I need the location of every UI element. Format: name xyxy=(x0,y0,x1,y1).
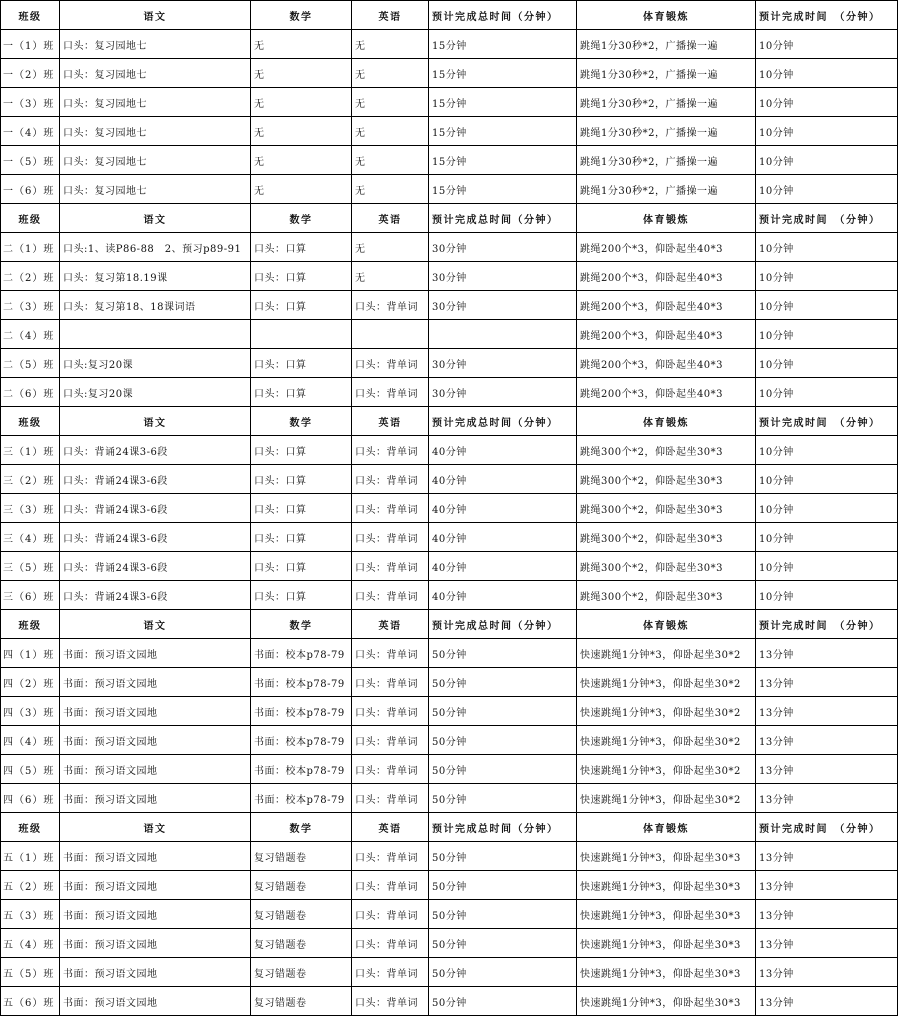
total-time-cell: 40分钟 xyxy=(429,552,577,581)
chinese-cell: 口头：背诵24课3-6段 xyxy=(60,581,251,610)
table-row xyxy=(1,175,898,204)
header-class: 班级 xyxy=(1,1,60,30)
table-row xyxy=(1,842,898,871)
total-time-cell: 30分钟 xyxy=(429,262,577,291)
class-name-cell: 一（1）班 xyxy=(1,30,60,59)
class-name-cell: 五（3）班 xyxy=(1,900,60,929)
total-time-cell: 30分钟 xyxy=(429,378,577,407)
exercise-time-cell: 13分钟 xyxy=(756,871,898,900)
exercise-cell: 跳绳200个*3，仰卧起坐40*3 xyxy=(577,378,756,407)
math-cell: 口头：口算 xyxy=(251,378,352,407)
total-time-cell: 50分钟 xyxy=(429,900,577,929)
header-exercise-time: 预计完成时间 （分钟） xyxy=(756,407,898,436)
table-row xyxy=(1,59,898,88)
chinese-cell: 书面：预习语文园地 xyxy=(60,871,251,900)
english-cell: 无 xyxy=(352,30,429,59)
header-math: 数学 xyxy=(251,1,352,30)
table-row xyxy=(1,146,898,175)
class-name-cell: 二（6）班 xyxy=(1,378,60,407)
english-cell: 口头：背单词 xyxy=(352,900,429,929)
class-name-cell: 三（1）班 xyxy=(1,436,60,465)
class-name-cell: 二（2）班 xyxy=(1,262,60,291)
class-name-cell: 二（4）班 xyxy=(1,320,60,349)
exercise-cell: 跳绳200个*3，仰卧起坐40*3 xyxy=(577,262,756,291)
total-time-cell: 40分钟 xyxy=(429,465,577,494)
math-cell: 口头：口算 xyxy=(251,494,352,523)
chinese-cell: 口头：复习第18.19课 xyxy=(60,262,251,291)
exercise-time-cell: 13分钟 xyxy=(756,784,898,813)
class-name-cell: 四（4）班 xyxy=(1,726,60,755)
english-cell: 无 xyxy=(352,262,429,291)
chinese-cell: 口头：背诵24课3-6段 xyxy=(60,494,251,523)
header-total-time: 预计完成总时间（分钟） xyxy=(429,813,577,842)
english-cell: 口头：背单词 xyxy=(352,958,429,987)
exercise-cell: 跳绳200个*3，仰卧起坐40*3 xyxy=(577,349,756,378)
total-time-cell: 50分钟 xyxy=(429,726,577,755)
exercise-time-cell: 10分钟 xyxy=(756,320,898,349)
class-name-cell: 五（4）班 xyxy=(1,929,60,958)
table-row xyxy=(1,871,898,900)
total-time-cell: 40分钟 xyxy=(429,436,577,465)
exercise-cell: 快速跳绳1分钟*3，仰卧起坐30*2 xyxy=(577,697,756,726)
exercise-cell: 快速跳绳1分钟*3，仰卧起坐30*3 xyxy=(577,900,756,929)
exercise-time-cell: 13分钟 xyxy=(756,900,898,929)
header-exercise-time: 预计完成时间 （分钟） xyxy=(756,610,898,639)
chinese-cell: 书面：预习语文园地 xyxy=(60,784,251,813)
exercise-time-cell: 13分钟 xyxy=(756,639,898,668)
total-time-cell: 50分钟 xyxy=(429,639,577,668)
header-exercise: 体育锻炼 xyxy=(577,813,756,842)
exercise-cell: 快速跳绳1分钟*3，仰卧起坐30*3 xyxy=(577,871,756,900)
chinese-cell: 书面：预习语文园地 xyxy=(60,929,251,958)
table-row xyxy=(1,233,898,262)
header-chinese: 语文 xyxy=(60,1,251,30)
table-row xyxy=(1,88,898,117)
header-exercise: 体育锻炼 xyxy=(577,204,756,233)
english-cell: 无 xyxy=(352,175,429,204)
table-row xyxy=(1,465,898,494)
exercise-time-cell: 13分钟 xyxy=(756,668,898,697)
math-cell: 口头：口算 xyxy=(251,233,352,262)
math-cell: 口头：口算 xyxy=(251,552,352,581)
header-row xyxy=(1,813,898,842)
table-row xyxy=(1,523,898,552)
chinese-cell: 口头：背诵24课3-6段 xyxy=(60,552,251,581)
exercise-time-cell: 10分钟 xyxy=(756,349,898,378)
total-time-cell: 30分钟 xyxy=(429,233,577,262)
header-exercise: 体育锻炼 xyxy=(577,1,756,30)
chinese-cell: 口头：复习第18、18课词语 xyxy=(60,291,251,320)
math-cell: 复习错题卷 xyxy=(251,929,352,958)
header-exercise-time: 预计完成时间 （分钟） xyxy=(756,1,898,30)
class-name-cell: 一（4）班 xyxy=(1,117,60,146)
total-time-cell: 15分钟 xyxy=(429,30,577,59)
exercise-time-cell: 13分钟 xyxy=(756,929,898,958)
header-exercise-time: 预计完成时间 （分钟） xyxy=(756,813,898,842)
math-cell: 复习错题卷 xyxy=(251,871,352,900)
exercise-cell: 快速跳绳1分钟*3，仰卧起坐30*2 xyxy=(577,726,756,755)
exercise-time-cell: 10分钟 xyxy=(756,175,898,204)
header-total-time: 预计完成总时间（分钟） xyxy=(429,407,577,436)
header-row xyxy=(1,610,898,639)
table-row xyxy=(1,349,898,378)
english-cell: 口头：背单词 xyxy=(352,755,429,784)
header-class: 班级 xyxy=(1,610,60,639)
class-name-cell: 五（2）班 xyxy=(1,871,60,900)
header-english: 英语 xyxy=(352,1,429,30)
class-name-cell: 一（5）班 xyxy=(1,146,60,175)
total-time-cell: 50分钟 xyxy=(429,958,577,987)
english-cell: 无 xyxy=(352,59,429,88)
exercise-time-cell: 13分钟 xyxy=(756,842,898,871)
chinese-cell: 书面：预习语文园地 xyxy=(60,726,251,755)
header-exercise: 体育锻炼 xyxy=(577,610,756,639)
exercise-time-cell: 10分钟 xyxy=(756,436,898,465)
english-cell: 口头：背单词 xyxy=(352,465,429,494)
exercise-cell: 跳绳1分30秒*2，广播操一遍 xyxy=(577,175,756,204)
table-row xyxy=(1,784,898,813)
total-time-cell: 40分钟 xyxy=(429,523,577,552)
math-cell: 书面：校本p78-79 xyxy=(251,755,352,784)
table-row xyxy=(1,117,898,146)
exercise-time-cell: 10分钟 xyxy=(756,465,898,494)
total-time-cell: 50分钟 xyxy=(429,668,577,697)
header-exercise: 体育锻炼 xyxy=(577,407,756,436)
english-cell: 无 xyxy=(352,88,429,117)
exercise-time-cell: 10分钟 xyxy=(756,581,898,610)
exercise-time-cell: 10分钟 xyxy=(756,378,898,407)
class-name-cell: 二（3）班 xyxy=(1,291,60,320)
english-cell: 口头：背单词 xyxy=(352,726,429,755)
table-row xyxy=(1,900,898,929)
chinese-cell: 口头:复习20课 xyxy=(60,378,251,407)
chinese-cell: 口头：复习园地七 xyxy=(60,117,251,146)
exercise-cell: 跳绳300个*2，仰卧起坐30*3 xyxy=(577,523,756,552)
chinese-cell: 书面：预习语文园地 xyxy=(60,842,251,871)
class-name-cell: 一（3）班 xyxy=(1,88,60,117)
total-time-cell: 50分钟 xyxy=(429,929,577,958)
table-row xyxy=(1,958,898,987)
header-total-time: 预计完成总时间（分钟） xyxy=(429,1,577,30)
math-cell: 无 xyxy=(251,30,352,59)
table-row xyxy=(1,726,898,755)
math-cell: 书面：校本p78-79 xyxy=(251,697,352,726)
exercise-cell: 跳绳200个*3，仰卧起坐40*3 xyxy=(577,320,756,349)
exercise-cell: 跳绳1分30秒*2，广播操一遍 xyxy=(577,88,756,117)
english-cell: 口头：背单词 xyxy=(352,378,429,407)
chinese-cell: 书面：预习语文园地 xyxy=(60,900,251,929)
exercise-cell: 快速跳绳1分钟*3，仰卧起坐30*3 xyxy=(577,842,756,871)
class-name-cell: 二（1）班 xyxy=(1,233,60,262)
header-class: 班级 xyxy=(1,813,60,842)
exercise-time-cell: 13分钟 xyxy=(756,958,898,987)
math-cell: 书面：校本p78-79 xyxy=(251,784,352,813)
exercise-cell: 跳绳300个*2，仰卧起坐30*3 xyxy=(577,436,756,465)
english-cell: 口头：背单词 xyxy=(352,784,429,813)
math-cell: 无 xyxy=(251,59,352,88)
class-name-cell: 三（2）班 xyxy=(1,465,60,494)
math-cell: 口头：口算 xyxy=(251,581,352,610)
class-name-cell: 四（1）班 xyxy=(1,639,60,668)
header-english: 英语 xyxy=(352,407,429,436)
header-class: 班级 xyxy=(1,407,60,436)
table-row xyxy=(1,378,898,407)
chinese-cell: 口头：背诵24课3-6段 xyxy=(60,436,251,465)
exercise-cell: 快速跳绳1分钟*3，仰卧起坐30*3 xyxy=(577,958,756,987)
class-name-cell: 三（4）班 xyxy=(1,523,60,552)
english-cell: 口头：背单词 xyxy=(352,639,429,668)
table-row xyxy=(1,581,898,610)
class-name-cell: 三（6）班 xyxy=(1,581,60,610)
header-chinese: 语文 xyxy=(60,204,251,233)
exercise-cell: 快速跳绳1分钟*3，仰卧起坐30*2 xyxy=(577,755,756,784)
english-cell: 口头：背单词 xyxy=(352,436,429,465)
table-row xyxy=(1,291,898,320)
chinese-cell: 书面：预习语文园地 xyxy=(60,639,251,668)
exercise-cell: 快速跳绳1分钟*3，仰卧起坐30*2 xyxy=(577,668,756,697)
chinese-cell: 口头：复习园地七 xyxy=(60,175,251,204)
english-cell: 口头：背单词 xyxy=(352,929,429,958)
chinese-cell: 书面：预习语文园地 xyxy=(60,668,251,697)
exercise-cell: 快速跳绳1分钟*3，仰卧起坐30*3 xyxy=(577,987,756,1016)
english-cell: 口头：背单词 xyxy=(352,987,429,1016)
total-time-cell: 15分钟 xyxy=(429,175,577,204)
total-time-cell: 50分钟 xyxy=(429,871,577,900)
total-time-cell xyxy=(429,320,577,349)
total-time-cell: 50分钟 xyxy=(429,842,577,871)
english-cell: 口头：背单词 xyxy=(352,668,429,697)
english-cell: 口头：背单词 xyxy=(352,871,429,900)
class-name-cell: 一（2）班 xyxy=(1,59,60,88)
class-name-cell: 一（6）班 xyxy=(1,175,60,204)
math-cell: 无 xyxy=(251,146,352,175)
header-english: 英语 xyxy=(352,610,429,639)
exercise-cell: 跳绳300个*2，仰卧起坐30*3 xyxy=(577,581,756,610)
exercise-cell: 快速跳绳1分钟*3，仰卧起坐30*2 xyxy=(577,784,756,813)
exercise-time-cell: 10分钟 xyxy=(756,88,898,117)
exercise-time-cell: 10分钟 xyxy=(756,552,898,581)
exercise-time-cell: 13分钟 xyxy=(756,697,898,726)
exercise-cell: 跳绳300个*2，仰卧起坐30*3 xyxy=(577,494,756,523)
class-name-cell: 五（1）班 xyxy=(1,842,60,871)
math-cell: 口头：口算 xyxy=(251,262,352,291)
header-row xyxy=(1,407,898,436)
chinese-cell: 书面：预习语文园地 xyxy=(60,958,251,987)
exercise-cell: 快速跳绳1分钟*3，仰卧起坐30*3 xyxy=(577,929,756,958)
table-body xyxy=(1,1,898,1016)
class-name-cell: 三（5）班 xyxy=(1,552,60,581)
exercise-cell: 跳绳300个*2，仰卧起坐30*3 xyxy=(577,465,756,494)
english-cell: 无 xyxy=(352,233,429,262)
total-time-cell: 15分钟 xyxy=(429,117,577,146)
exercise-time-cell: 10分钟 xyxy=(756,233,898,262)
table-row xyxy=(1,436,898,465)
table-row xyxy=(1,552,898,581)
header-total-time: 预计完成总时间（分钟） xyxy=(429,610,577,639)
exercise-time-cell: 13分钟 xyxy=(756,726,898,755)
class-name-cell: 四（5）班 xyxy=(1,755,60,784)
class-name-cell: 二（5）班 xyxy=(1,349,60,378)
chinese-cell: 口头：复习园地七 xyxy=(60,59,251,88)
table-row xyxy=(1,320,898,349)
exercise-cell: 跳绳1分30秒*2，广播操一遍 xyxy=(577,30,756,59)
chinese-cell: 口头：复习园地七 xyxy=(60,88,251,117)
exercise-time-cell: 10分钟 xyxy=(756,523,898,552)
chinese-cell: 口头:复习20课 xyxy=(60,349,251,378)
total-time-cell: 40分钟 xyxy=(429,581,577,610)
math-cell: 复习错题卷 xyxy=(251,842,352,871)
exercise-cell: 跳绳1分30秒*2，广播操一遍 xyxy=(577,59,756,88)
exercise-cell: 跳绳1分30秒*2，广播操一遍 xyxy=(577,146,756,175)
math-cell: 口头：口算 xyxy=(251,291,352,320)
header-class: 班级 xyxy=(1,204,60,233)
english-cell xyxy=(352,320,429,349)
chinese-cell xyxy=(60,320,251,349)
exercise-time-cell: 10分钟 xyxy=(756,291,898,320)
math-cell: 口头：口算 xyxy=(251,436,352,465)
class-name-cell: 三（3）班 xyxy=(1,494,60,523)
exercise-cell: 跳绳200个*3，仰卧起坐40*3 xyxy=(577,291,756,320)
chinese-cell: 口头:1、读P86-88 2、预习p89-91 xyxy=(60,233,251,262)
exercise-cell: 快速跳绳1分钟*3，仰卧起坐30*2 xyxy=(577,639,756,668)
english-cell: 口头：背单词 xyxy=(352,697,429,726)
exercise-cell: 跳绳200个*3，仰卧起坐40*3 xyxy=(577,233,756,262)
table-row xyxy=(1,987,898,1016)
table-row xyxy=(1,929,898,958)
english-cell: 口头：背单词 xyxy=(352,494,429,523)
chinese-cell: 书面：预习语文园地 xyxy=(60,755,251,784)
header-math: 数学 xyxy=(251,610,352,639)
english-cell: 无 xyxy=(352,117,429,146)
total-time-cell: 15分钟 xyxy=(429,59,577,88)
exercise-time-cell: 10分钟 xyxy=(756,262,898,291)
math-cell: 复习错题卷 xyxy=(251,987,352,1016)
header-english: 英语 xyxy=(352,813,429,842)
header-exercise-time: 预计完成时间 （分钟） xyxy=(756,204,898,233)
english-cell: 无 xyxy=(352,146,429,175)
exercise-time-cell: 10分钟 xyxy=(756,30,898,59)
total-time-cell: 50分钟 xyxy=(429,784,577,813)
math-cell: 无 xyxy=(251,175,352,204)
math-cell: 口头：口算 xyxy=(251,349,352,378)
class-name-cell: 五（5）班 xyxy=(1,958,60,987)
header-row xyxy=(1,204,898,233)
exercise-time-cell: 13分钟 xyxy=(756,987,898,1016)
table-row xyxy=(1,639,898,668)
english-cell: 口头：背单词 xyxy=(352,349,429,378)
math-cell: 无 xyxy=(251,117,352,146)
table-row xyxy=(1,262,898,291)
header-row xyxy=(1,1,898,30)
chinese-cell: 口头：背诵24课3-6段 xyxy=(60,523,251,552)
total-time-cell: 50分钟 xyxy=(429,987,577,1016)
math-cell: 复习错题卷 xyxy=(251,900,352,929)
class-name-cell: 四（6）班 xyxy=(1,784,60,813)
chinese-cell: 口头：复习园地七 xyxy=(60,30,251,59)
math-cell: 无 xyxy=(251,88,352,117)
table-row xyxy=(1,30,898,59)
math-cell: 书面：校本p78-79 xyxy=(251,726,352,755)
header-chinese: 语文 xyxy=(60,407,251,436)
header-english: 英语 xyxy=(352,204,429,233)
total-time-cell: 50分钟 xyxy=(429,755,577,784)
header-math: 数学 xyxy=(251,204,352,233)
exercise-time-cell: 10分钟 xyxy=(756,59,898,88)
header-math: 数学 xyxy=(251,813,352,842)
table-row xyxy=(1,494,898,523)
chinese-cell: 书面：预习语文园地 xyxy=(60,987,251,1016)
math-cell xyxy=(251,320,352,349)
table-row xyxy=(1,697,898,726)
math-cell: 书面：校本p78-79 xyxy=(251,639,352,668)
total-time-cell: 15分钟 xyxy=(429,88,577,117)
chinese-cell: 口头：复习园地七 xyxy=(60,146,251,175)
exercise-cell: 跳绳300个*2，仰卧起坐30*3 xyxy=(577,552,756,581)
total-time-cell: 50分钟 xyxy=(429,697,577,726)
total-time-cell: 30分钟 xyxy=(429,291,577,320)
math-cell: 复习错题卷 xyxy=(251,958,352,987)
math-cell: 口头：口算 xyxy=(251,523,352,552)
table-row xyxy=(1,668,898,697)
header-chinese: 语文 xyxy=(60,813,251,842)
exercise-cell: 跳绳1分30秒*2，广播操一遍 xyxy=(577,117,756,146)
english-cell: 口头：背单词 xyxy=(352,552,429,581)
total-time-cell: 40分钟 xyxy=(429,494,577,523)
class-name-cell: 四（3）班 xyxy=(1,697,60,726)
class-name-cell: 四（2）班 xyxy=(1,668,60,697)
table-row xyxy=(1,755,898,784)
chinese-cell: 口头：背诵24课3-6段 xyxy=(60,465,251,494)
total-time-cell: 15分钟 xyxy=(429,146,577,175)
math-cell: 口头：口算 xyxy=(251,465,352,494)
math-cell: 书面：校本p78-79 xyxy=(251,668,352,697)
exercise-time-cell: 10分钟 xyxy=(756,494,898,523)
exercise-time-cell: 13分钟 xyxy=(756,755,898,784)
english-cell: 口头：背单词 xyxy=(352,842,429,871)
header-total-time: 预计完成总时间（分钟） xyxy=(429,204,577,233)
total-time-cell: 30分钟 xyxy=(429,349,577,378)
english-cell: 口头：背单词 xyxy=(352,581,429,610)
header-math: 数学 xyxy=(251,407,352,436)
chinese-cell: 书面：预习语文园地 xyxy=(60,697,251,726)
exercise-time-cell: 10分钟 xyxy=(756,146,898,175)
exercise-time-cell: 10分钟 xyxy=(756,117,898,146)
header-chinese: 语文 xyxy=(60,610,251,639)
class-name-cell: 五（6）班 xyxy=(1,987,60,1016)
english-cell: 口头：背单词 xyxy=(352,291,429,320)
english-cell: 口头：背单词 xyxy=(352,523,429,552)
